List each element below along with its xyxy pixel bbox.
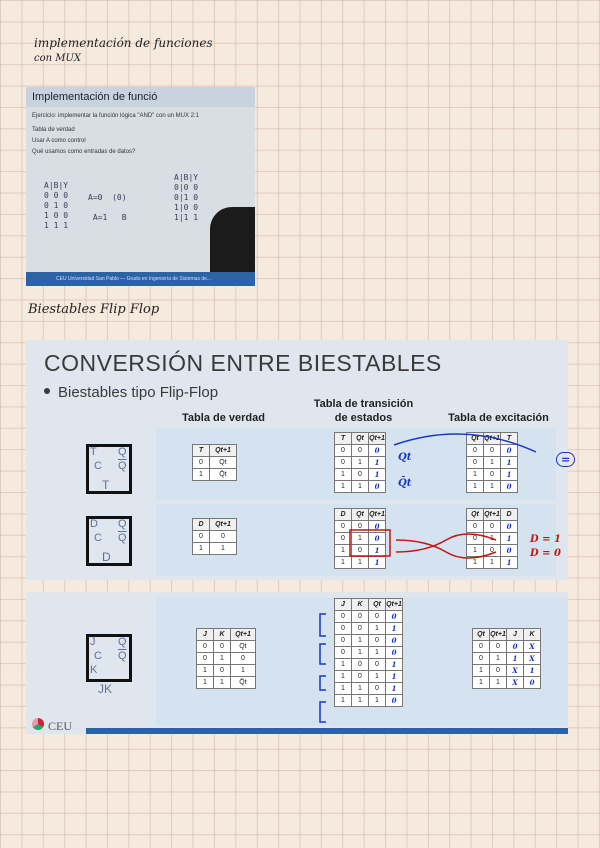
cell: 1 (386, 683, 403, 695)
notes-section-heading: Biestables Flip Flop (28, 302, 160, 317)
cell: 1 (352, 635, 369, 647)
cell: 0 (386, 647, 403, 659)
lecture-photo (26, 87, 255, 286)
cell: 0 (369, 611, 386, 623)
cell: Qt (369, 599, 386, 611)
jk-symbol-name: JK (98, 682, 113, 696)
cell: X (524, 653, 541, 665)
cell: 0 (335, 533, 352, 545)
cell: 0 (335, 521, 352, 533)
cell: Qt+1 (210, 519, 237, 531)
cell: 1 (352, 481, 369, 493)
d-symbol-pin-qbar: $\overline{Q}$ (118, 532, 127, 544)
cell: Qt (473, 629, 490, 641)
slide-bottom-bar (86, 728, 568, 734)
cell: Qt (352, 433, 369, 445)
cell: D (193, 519, 210, 531)
cell: Qt+1 (484, 433, 501, 445)
cell: 0 (352, 445, 369, 457)
photo-board-mux: A=0 (0) A=1 B (88, 193, 127, 222)
cell: 0 (197, 653, 214, 665)
cell: 1 (473, 677, 490, 689)
cell: J (507, 629, 524, 641)
slide-conversion-t-d (26, 340, 568, 580)
slide-title: CONVERSIÓN ENTRE BIESTABLES (44, 350, 442, 376)
cell: 1 (369, 457, 386, 469)
cell: T (193, 445, 210, 457)
cell: 0 (352, 545, 369, 557)
cell: 1 (524, 665, 541, 677)
cell: 1 (352, 647, 369, 659)
jk-symbol-pin-k: K (90, 664, 98, 676)
t-symbol-name: T (102, 478, 110, 492)
cell: 0 (524, 677, 541, 689)
cell: 1 (369, 623, 386, 635)
cell: 1 (490, 677, 507, 689)
jk-symbol-pin-c: C (94, 650, 102, 662)
cell: 0 (386, 695, 403, 707)
cell: 0 (352, 611, 369, 623)
photo-bullet-1: Tabla de verdad (32, 127, 75, 133)
bracket-2 (320, 644, 326, 664)
cell: Q̄t (210, 469, 237, 481)
cell: 1 (335, 683, 352, 695)
handwritten-annotations (26, 340, 568, 580)
cell: 0 (335, 445, 352, 457)
cell: 0 (467, 533, 484, 545)
cell: 1 (197, 665, 214, 677)
cell: 0 (467, 521, 484, 533)
cell: K (214, 629, 231, 641)
cell: Qt (352, 509, 369, 521)
d-symbol-pin-q: Q (118, 518, 127, 530)
cell: Qt+1 (386, 599, 403, 611)
photo-bullet-2: Usar A como control (32, 138, 86, 144)
cell: 0 (501, 521, 518, 533)
cell: T (501, 433, 518, 445)
cell: 0 (335, 647, 352, 659)
cell: J (197, 629, 214, 641)
cell: 0 (369, 635, 386, 647)
cell: 1 (369, 557, 386, 569)
d-symbol-pin-d: D (90, 518, 98, 530)
cell: 0 (386, 611, 403, 623)
cell: Qt+1 (210, 445, 237, 457)
header-truth-table: Tabla de verdad (182, 412, 265, 424)
cell: 1 (214, 677, 231, 689)
photo-exercise-text: Ejercicio: implementar la función lógica "AND" con un MUX 2:1 (32, 113, 199, 119)
photo-board-right-table: A|B|Y 0|0 0 0|1 0 1|0 0 1|1 1 (174, 173, 199, 222)
cell: 0 (369, 683, 386, 695)
cell: 1 (335, 481, 352, 493)
cell: 1 (335, 469, 352, 481)
cell: 1 (352, 695, 369, 707)
jk-symbol-pin-q: Q (118, 636, 127, 648)
cell: 1 (369, 695, 386, 707)
cell: 1 (501, 533, 518, 545)
cell: 0 (214, 641, 231, 653)
cell: 1 (386, 623, 403, 635)
cell: 1 (352, 683, 369, 695)
cell: D (335, 509, 352, 521)
cell: 1 (352, 533, 369, 545)
t-annotation-equals: = (556, 452, 575, 467)
photo-board-left-table: A|B|Y 0 0 0 0 1 0 1 0 0 1 1 1 (44, 181, 69, 230)
cell: 0 (335, 635, 352, 647)
cell: 1 (335, 545, 352, 557)
cell: 1 (335, 557, 352, 569)
cell: Qt+1 (231, 629, 256, 641)
jk-excitation-table (472, 628, 541, 689)
d-annotation-d1: D = 1 (530, 534, 561, 545)
photo-slide-title: Implementación de funció (26, 87, 255, 107)
cell: 0 (352, 659, 369, 671)
cell: 1 (369, 647, 386, 659)
t-symbol-pin-c: C (94, 460, 102, 472)
cell: 0 (507, 641, 524, 653)
cell: 0 (484, 469, 501, 481)
cell: 1 (369, 671, 386, 683)
jk-symbol-pin-qbar: $\overline{Q}$ (118, 650, 127, 662)
cell: 1 (193, 469, 210, 481)
cell: 1 (193, 543, 210, 555)
cell: 0 (484, 521, 501, 533)
cell: 0 (352, 671, 369, 683)
t-symbol-pin-qbar: $\overline{Q}$ (118, 460, 127, 472)
cell: 1 (467, 545, 484, 557)
cell: 0 (210, 531, 237, 543)
cell: 0 (335, 623, 352, 635)
cell: 1 (369, 469, 386, 481)
cell: 0 (369, 445, 386, 457)
cell: 1 (490, 653, 507, 665)
cell: 1 (352, 557, 369, 569)
d-symbol-name: D (102, 550, 111, 564)
slide-subtitle: Biestables tipo Flip-Flop (58, 384, 219, 401)
cell: 0 (501, 481, 518, 493)
cell: 1 (484, 457, 501, 469)
d-symbol-pin-c: C (94, 532, 102, 544)
cell: 1 (507, 653, 524, 665)
cell: 1 (352, 457, 369, 469)
cell: Qt (210, 457, 237, 469)
cell: 1 (210, 543, 237, 555)
cell: 1 (501, 557, 518, 569)
header-excitation-table: Tabla de excitación (448, 412, 549, 424)
header-transition-line2: de estados (334, 412, 393, 424)
cell: 1 (484, 481, 501, 493)
cell: Qt (231, 641, 256, 653)
cell: 0 (473, 641, 490, 653)
cell: K (524, 629, 541, 641)
cell: 0 (369, 659, 386, 671)
cell: Qt (467, 433, 484, 445)
cell: 0 (214, 665, 231, 677)
cell: 1 (335, 695, 352, 707)
bracket-3 (320, 676, 326, 690)
cell: 0 (352, 623, 369, 635)
cell: 1 (231, 665, 256, 677)
cell: 1 (501, 457, 518, 469)
cell: 0 (369, 481, 386, 493)
cell: Qt+1 (369, 509, 386, 521)
cell: 1 (473, 665, 490, 677)
header-transition-line1: Tabla de transición (313, 398, 414, 410)
cell: 0 (467, 445, 484, 457)
cell: 1 (386, 659, 403, 671)
cell: 1 (386, 671, 403, 683)
jk-symbol-pin-j: J (90, 636, 96, 648)
cell: Q̄t (231, 677, 256, 689)
photo-bullet-3: Qué usamos como entradas de datos? (32, 149, 136, 155)
cell: 0 (490, 641, 507, 653)
cell: 0 (490, 665, 507, 677)
cell: 1 (335, 671, 352, 683)
cell: 0 (369, 521, 386, 533)
cell: Qt+1 (484, 509, 501, 521)
cell: 0 (473, 653, 490, 665)
notes-heading-line2: con MUX (34, 53, 82, 64)
blue-arrow-curve (394, 434, 536, 452)
cell: 1 (467, 469, 484, 481)
d-annotation-d0: D = 0 (530, 548, 561, 559)
cell: X (507, 665, 524, 677)
cell: 1 (214, 653, 231, 665)
cell: 1 (335, 659, 352, 671)
cell: 1 (484, 557, 501, 569)
notes-heading-line1: implementación de funciones (34, 36, 213, 50)
t-symbol-pin-t: T (90, 446, 97, 458)
cell: 0 (193, 531, 210, 543)
cell: Qt+1 (369, 433, 386, 445)
cell: Qt (467, 509, 484, 521)
cell: 1 (369, 545, 386, 557)
cell: 0 (335, 611, 352, 623)
cell: K (352, 599, 369, 611)
cell: 0 (352, 521, 369, 533)
cell: 0 (193, 457, 210, 469)
cell: 0 (335, 457, 352, 469)
cell: 0 (369, 533, 386, 545)
cell: 0 (197, 641, 214, 653)
bracket-1 (320, 614, 326, 636)
cell: 0 (484, 545, 501, 557)
t-symbol-pin-q: Q (118, 446, 127, 458)
cell: 0 (484, 445, 501, 457)
red-cross-arrows (396, 534, 496, 558)
cell: 0 (501, 545, 518, 557)
bracket-4 (320, 702, 326, 722)
cell: T (335, 433, 352, 445)
cell: X (507, 677, 524, 689)
photo-slide-footer: CEU Universidad San Pablo — Grado en Ingeniería de Sistemas de... (26, 272, 255, 286)
cell: D (501, 509, 518, 521)
cell: 1 (484, 533, 501, 545)
cell: 0 (467, 457, 484, 469)
cell: X (524, 641, 541, 653)
slide-jk-flipflop (26, 592, 568, 734)
cell: 0 (386, 635, 403, 647)
cell: 1 (197, 677, 214, 689)
red-highlight-box (350, 530, 390, 556)
cell: 0 (231, 653, 256, 665)
cell: 1 (467, 557, 484, 569)
ceu-logo-text: CEU (48, 719, 72, 733)
ceu-logo-icon (32, 718, 44, 730)
cell: Qt+1 (490, 629, 507, 641)
cell: 1 (467, 481, 484, 493)
cell: 0 (501, 445, 518, 457)
t-annotation-qt-bar: Q̄t (398, 478, 412, 489)
cell: J (335, 599, 352, 611)
cell: 0 (352, 469, 369, 481)
cell: 1 (501, 469, 518, 481)
t-annotation-qt: Qt (398, 452, 412, 463)
